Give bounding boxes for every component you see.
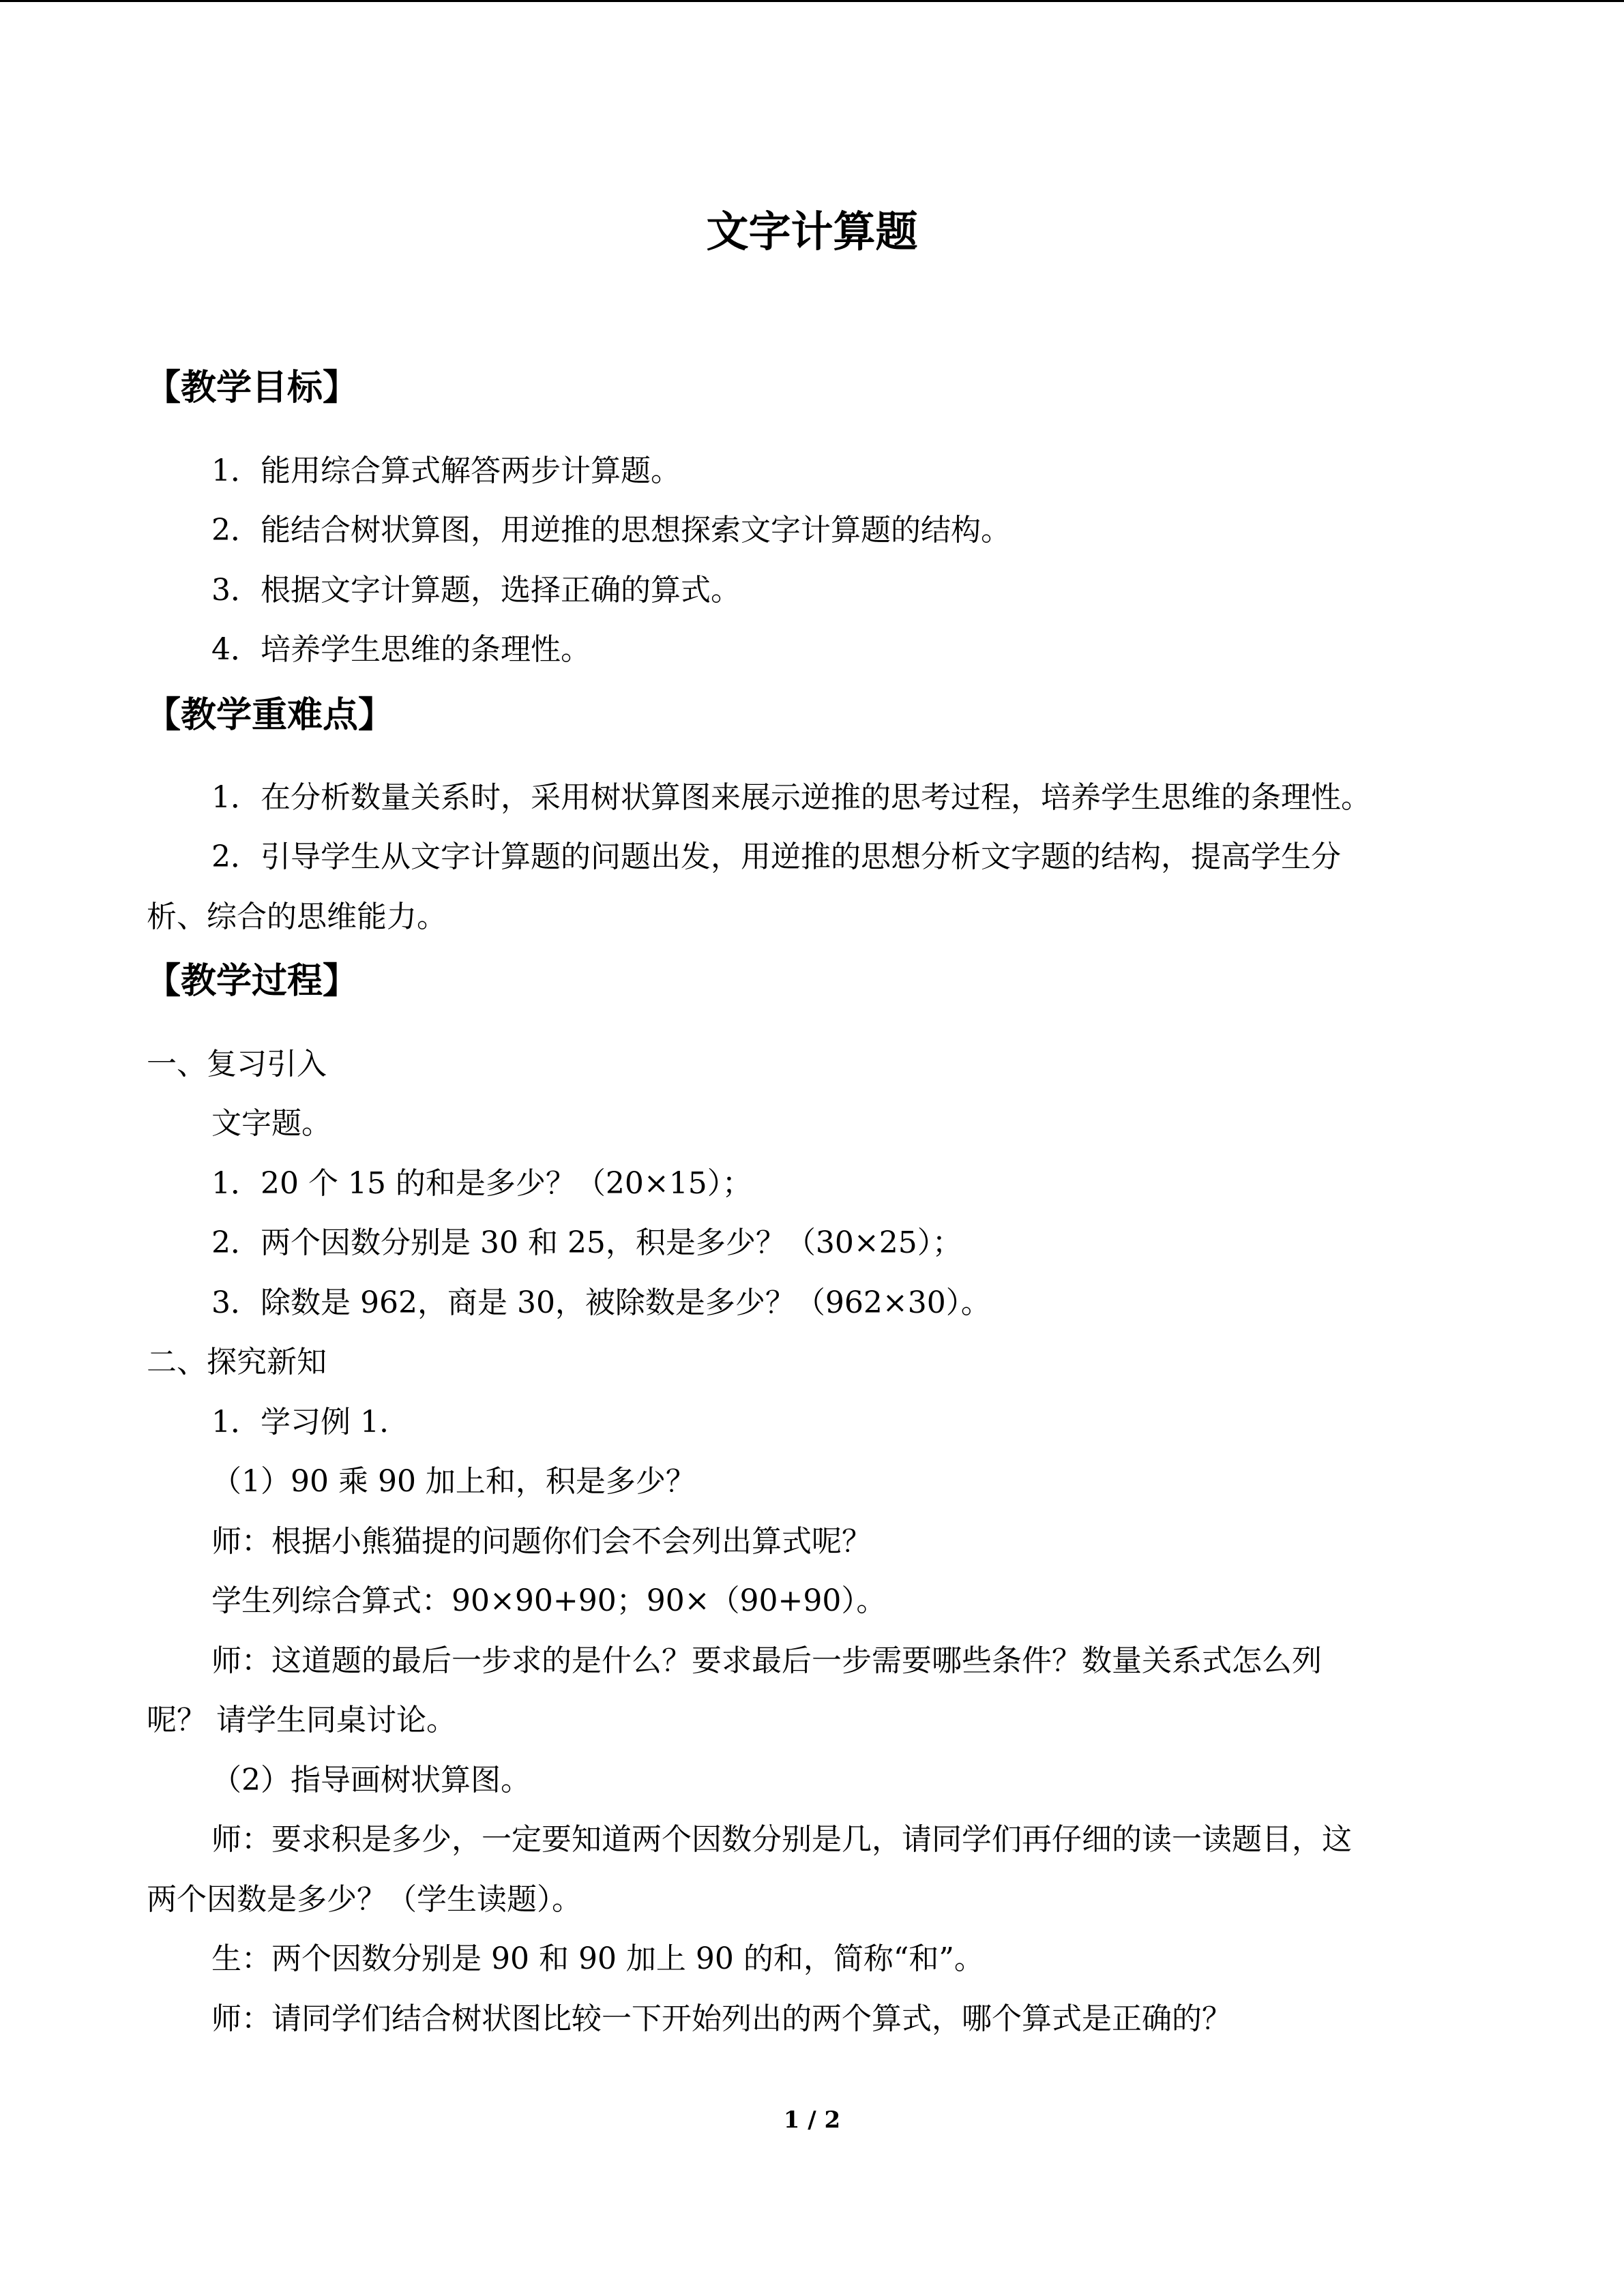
goal-item-3: 3．根据文字计算题，选择正确的算式。 (211, 573, 741, 608)
explore-line-5-cont: 呢？ 请学生同桌讨论。 (147, 1703, 456, 1738)
review-line-3: 2．两个因数分别是 30 和 25，积是多少？（30×25）； (211, 1225, 962, 1260)
goal-item-2: 2．能结合树状算图，用逆推的思想探索文字计算题的结构。 (211, 513, 1011, 548)
review-line-4: 3．除数是 962，商是 30，被除数是多少？（962×30）。 (211, 1285, 991, 1320)
explore-line-3: 师：根据小熊猫提的问题你们会不会列出算式呢？ (211, 1524, 872, 1559)
difficulty-item-2: 2．引导学生从文字计算题的问题出发，用逆推的思想分析文字题的结构，提高学生分 (211, 839, 1341, 874)
section-explore-new: 二、探究新知 (147, 1345, 327, 1380)
explore-line-6: （2）指导画树状算图。 (211, 1763, 531, 1798)
explore-line-5: 师：这道题的最后一步求的是什么？要求最后一步需要哪些条件？数量关系式怎么列 (211, 1643, 1322, 1678)
explore-line-7: 师：要求积是多少，一定要知道两个因数分别是几，请同学们再仔细的读一读题目，这 (211, 1822, 1352, 1857)
review-line-2: 1．20 个 15 的和是多少？（20×15）； (211, 1166, 752, 1201)
explore-line-7-cont: 两个因数是多少？（学生读题）。 (147, 1882, 582, 1917)
explore-line-1: 1．学习例 1. (211, 1405, 389, 1440)
heading-key-difficulties: 【教学重难点】 (145, 694, 394, 736)
difficulty-item-2-cont: 析、综合的思维能力。 (147, 899, 447, 934)
page-title: 文字计算题 (706, 207, 918, 256)
explore-line-9: 师：请同学们结合树状图比较一下开始列出的两个算式，哪个算式是正确的？ (211, 2001, 1232, 2036)
heading-teaching-goals: 【教学目标】 (145, 367, 359, 408)
goal-item-4: 4．培养学生思维的条理性。 (211, 632, 591, 667)
explore-line-2: （1）90 乘 90 加上和，积是多少？ (211, 1464, 696, 1499)
explore-line-4: 学生列综合算式：90×90+90；90×（90+90）。 (211, 1583, 887, 1618)
explore-line-8: 生：两个因数分别是 90 和 90 加上 90 的和，简称“和”。 (211, 1941, 984, 1976)
heading-teaching-process: 【教学过程】 (145, 960, 359, 1002)
section-review-intro: 一、复习引入 (147, 1047, 327, 1082)
page-number: 1 / 2 (783, 2106, 841, 2134)
review-line-1: 文字题。 (211, 1106, 331, 1141)
goal-item-1: 1．能用综合算式解答两步计算题。 (211, 453, 681, 488)
difficulty-item-1: 1．在分析数量关系时，采用树状算图来展示逆推的思考过程，培养学生思维的条理性。 (211, 780, 1371, 815)
